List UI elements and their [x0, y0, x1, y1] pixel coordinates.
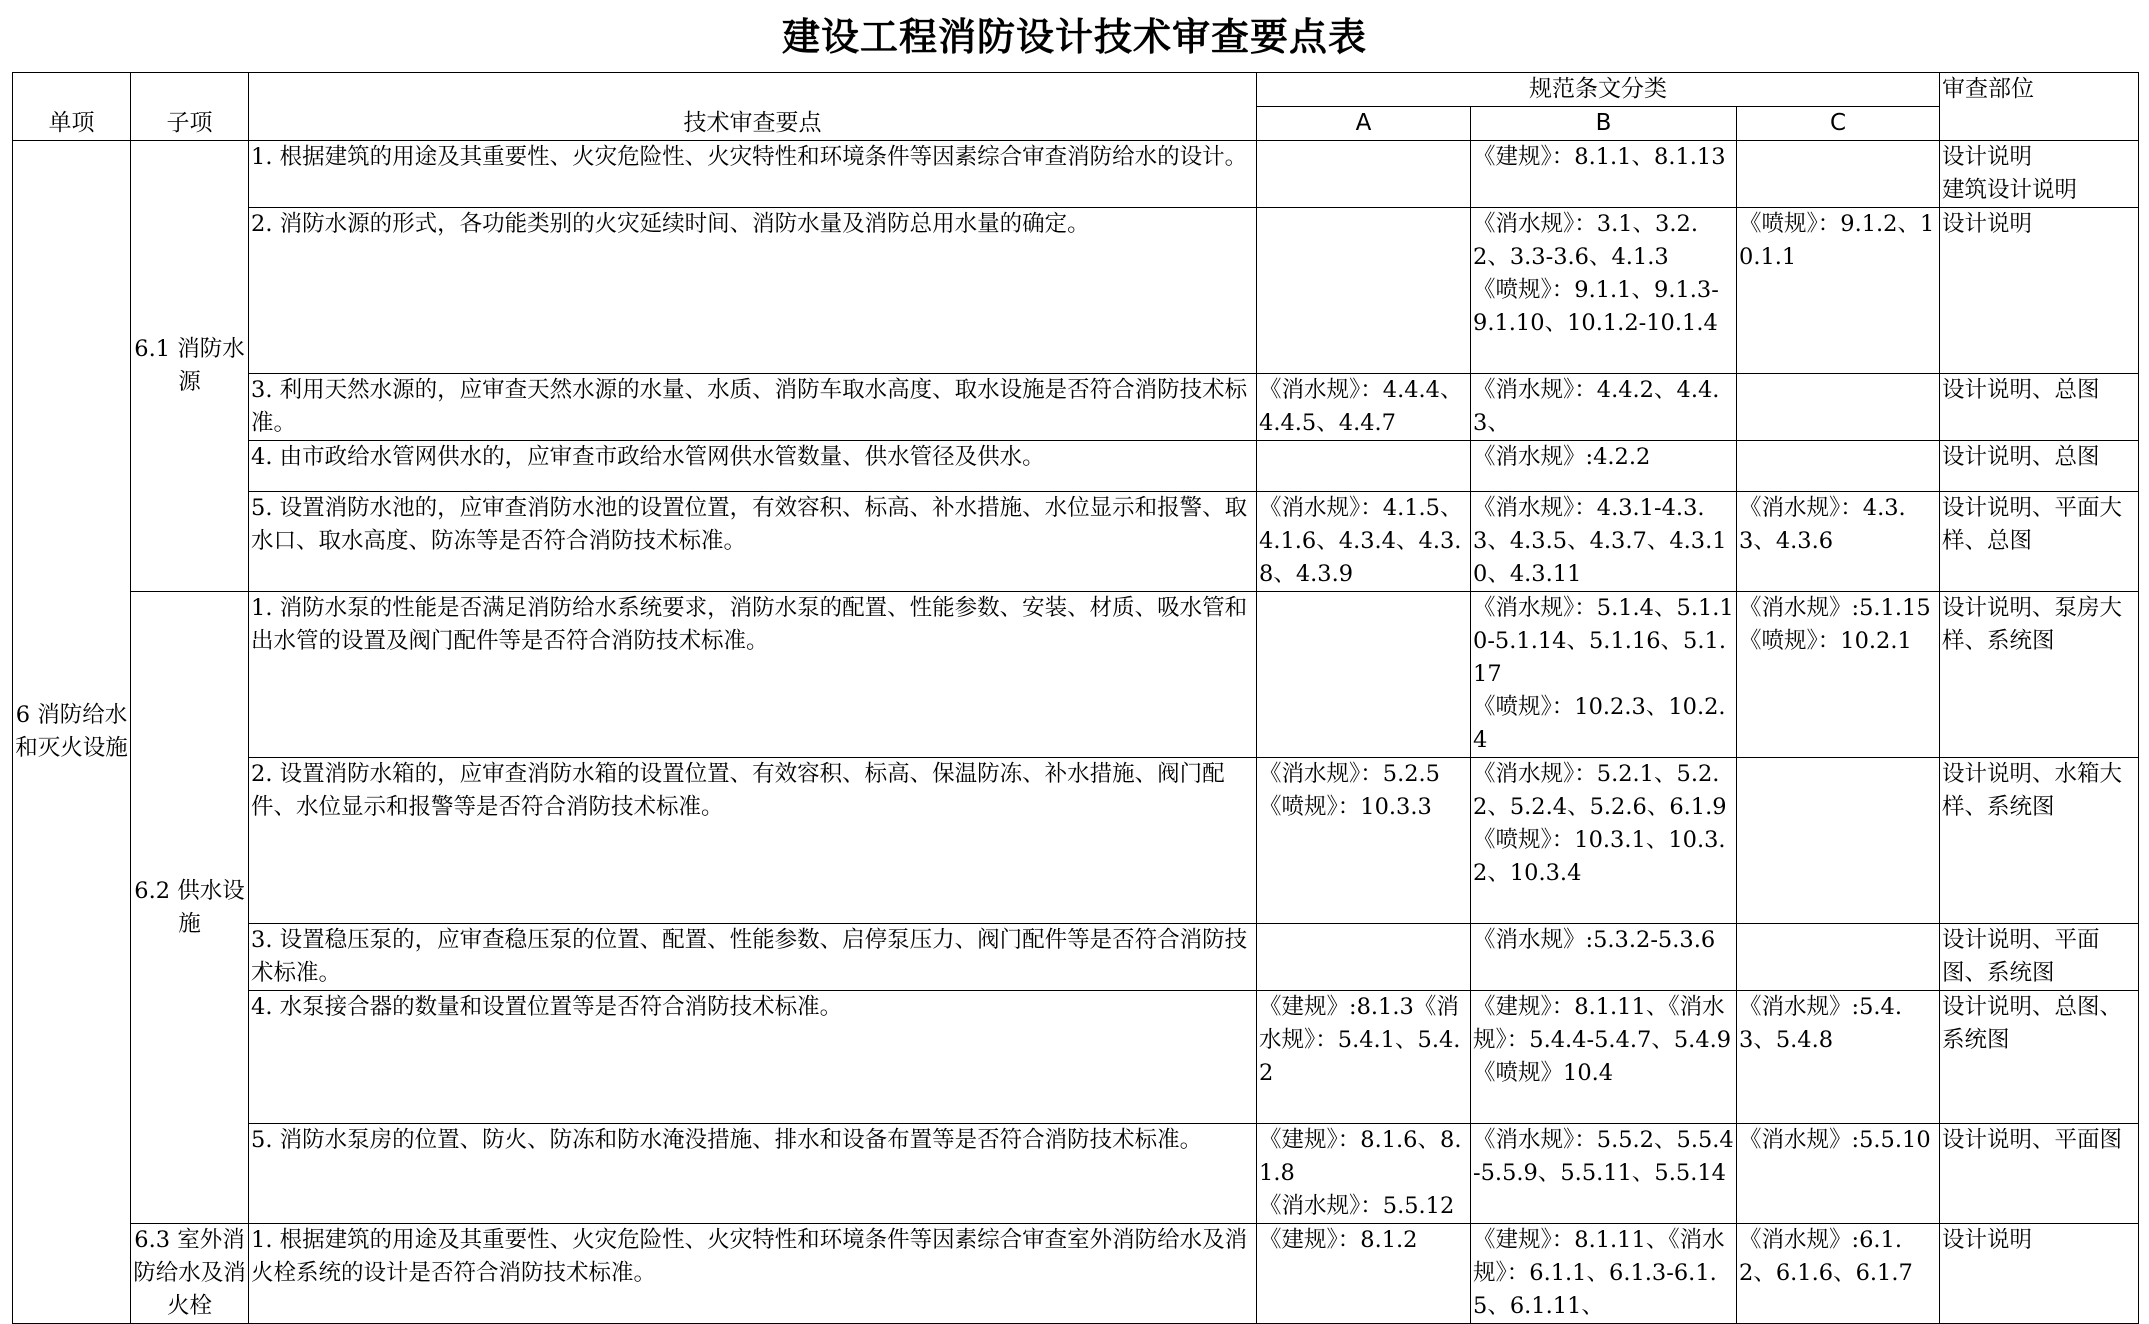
- clause-c: 《消水规》:6.1.2、6.1.6、6.1.7: [1737, 1224, 1940, 1324]
- review-point: 3. 利用天然水源的，应审查天然水源的水量、水质、消防车取水高度、取水设施是否符合消防技术标准。: [249, 374, 1257, 441]
- item-cell: 6 消防给水和灭火设施: [13, 141, 131, 1324]
- table-row: [13, 991, 2139, 1124]
- clause-b: 《建规》：8.1.1、8.1.13: [1471, 141, 1737, 208]
- clause-a: [1257, 441, 1471, 492]
- table-row: [13, 141, 2139, 208]
- header-review-points: 技术审查要点: [249, 73, 1257, 141]
- clause-b: 《建规》：8.1.11、《消水规》：6.1.1、6.1.3-6.1.5、6.1.11、: [1471, 1224, 1737, 1324]
- header-review-location: 审查部位: [1940, 73, 2139, 141]
- table-row: [13, 374, 2139, 441]
- table-row: [13, 758, 2139, 924]
- review-location: 设计说明、总图、系统图: [1940, 991, 2139, 1124]
- subitem-cell: 6.3 室外消防给水及消火栓: [131, 1224, 249, 1324]
- subitem-cell: 6.1 消防水源: [131, 141, 249, 592]
- clause-c: [1737, 758, 1940, 924]
- header-clause-classification: 规范条文分类: [1257, 73, 1940, 107]
- review-location: 设计说明、平面图、系统图: [1940, 924, 2139, 991]
- review-point: 5. 消防水泵房的位置、防火、防冻和防水淹没措施、排水和设备布置等是否符合消防技术标准。: [249, 1124, 1257, 1224]
- review-location: 设计说明、总图: [1940, 441, 2139, 492]
- table-row: [13, 1124, 2139, 1224]
- page-title: 建设工程消防设计技术审查要点表: [781, 15, 1367, 59]
- table-row: [13, 208, 2139, 374]
- clause-a: [1257, 208, 1471, 374]
- clause-b: 《建规》：8.1.11、《消水规》：5.4.4-5.4.7、5.4.9 《喷规》10.4: [1471, 991, 1737, 1124]
- subitem-cell: 6.2 供水设施: [131, 592, 249, 1224]
- table-row: [13, 441, 2139, 492]
- review-table: [12, 72, 2139, 1324]
- clause-c: [1737, 441, 1940, 492]
- clause-b: 《消水规》：5.5.2、5.5.4-5.5.9、5.5.11、5.5.14: [1471, 1124, 1737, 1224]
- review-point: 1. 消防水泵的性能是否满足消防给水系统要求，消防水泵的配置、性能参数、安装、材质、吸水管和出水管的设置及阀门配件等是否符合消防技术标准。: [249, 592, 1257, 758]
- clause-c: 《消水规》:5.5.10: [1737, 1124, 1940, 1224]
- header-subitem: 子项: [131, 73, 249, 141]
- clause-b: 《消水规》：4.4.2、4.4.3、: [1471, 374, 1737, 441]
- review-location: 设计说明、泵房大样、系统图: [1940, 592, 2139, 758]
- header-col-b: B: [1471, 107, 1737, 141]
- review-point: 4. 水泵接合器的数量和设置位置等是否符合消防技术标准。: [249, 991, 1257, 1124]
- review-point: 3. 设置稳压泵的，应审查稳压泵的位置、配置、性能参数、启停泵压力、阀门配件等是否符合消防技术标准。: [249, 924, 1257, 991]
- clause-c: [1737, 374, 1940, 441]
- clause-b: 《消水规》:5.3.2-5.3.6: [1471, 924, 1737, 991]
- review-point: 5. 设置消防水池的，应审查消防水池的设置位置，有效容积、标高、补水措施、水位显示和报警、取水口、取水高度、防冻等是否符合消防技术标准。: [249, 492, 1257, 592]
- clause-b: 《消水规》：4.3.1-4.3.3、4.3.5、4.3.7、4.3.10、4.3.11: [1471, 492, 1737, 592]
- review-location: 设计说明、总图: [1940, 374, 2139, 441]
- clause-c: [1737, 141, 1940, 208]
- clause-a: 《消水规》：4.4.4、4.4.5、4.4.7: [1257, 374, 1471, 441]
- clause-c: 《喷规》：9.1.2、10.1.1: [1737, 208, 1940, 374]
- clause-a: 《建规》:8.1.3《消水规》：5.4.1、5.4.2: [1257, 991, 1471, 1124]
- review-point: 2. 设置消防水箱的，应审查消防水箱的设置位置、有效容积、标高、保温防冻、补水措施、阀门配件、水位显示和报警等是否符合消防技术标准。: [249, 758, 1257, 924]
- clause-a: [1257, 592, 1471, 758]
- clause-a: [1257, 924, 1471, 991]
- clause-a: [1257, 141, 1471, 208]
- clause-c: 《消水规》:5.4.3、5.4.8: [1737, 991, 1940, 1124]
- clause-a: 《消水规》：5.2.5 《喷规》：10.3.3: [1257, 758, 1471, 924]
- review-point: 1. 根据建筑的用途及其重要性、火灾危险性、火灾特性和环境条件等因素综合审查消防给水的设计。: [249, 141, 1257, 208]
- review-point: 4. 由市政给水管网供水的，应审查市政给水管网供水管数量、供水管径及供水。: [249, 441, 1257, 492]
- review-location: 设计说明: [1940, 208, 2139, 374]
- header-col-a: A: [1257, 107, 1471, 141]
- review-location: 设计说明、平面大样、总图: [1940, 492, 2139, 592]
- review-location: 设计说明、水箱大样、系统图: [1940, 758, 2139, 924]
- table-row: [13, 492, 2139, 592]
- header-row-1: [13, 73, 2139, 107]
- table-row: [13, 924, 2139, 991]
- review-point: 2. 消防水源的形式，各功能类别的火灾延续时间、消防水量及消防总用水量的确定。: [249, 208, 1257, 374]
- clause-c: [1737, 924, 1940, 991]
- clause-b: 《消水规》：5.2.1、5.2.2、5.2.4、5.2.6、6.1.9 《喷规》：10.3.1、10.3.2、10.3.4: [1471, 758, 1737, 924]
- review-point: 1. 根据建筑的用途及其重要性、火灾危险性、火灾特性和环境条件等因素综合审查室外消防给水及消火栓系统的设计是否符合消防技术标准。: [249, 1224, 1257, 1324]
- review-location: 设计说明: [1940, 1224, 2139, 1324]
- clause-a: 《建规》：8.1.2: [1257, 1224, 1471, 1324]
- review-location: 设计说明、平面图: [1940, 1124, 2139, 1224]
- clause-b: 《消水规》:4.2.2: [1471, 441, 1737, 492]
- clause-a: 《消水规》：4.1.5、4.1.6、4.3.4、4.3.8、4.3.9: [1257, 492, 1471, 592]
- clause-c: 《消水规》：4.3.3、4.3.6: [1737, 492, 1940, 592]
- table-row: [13, 1224, 2139, 1324]
- header-item: 单项: [13, 73, 131, 141]
- clause-c: 《消水规》:5.1.15 《喷规》：10.2.1: [1737, 592, 1940, 758]
- clause-a: 《建规》：8.1.6、8.1.8 《消水规》：5.5.12: [1257, 1124, 1471, 1224]
- header-col-c: C: [1737, 107, 1940, 141]
- table-row: [13, 592, 2139, 758]
- clause-b: 《消水规》：5.1.4、5.1.10-5.1.14、5.1.16、5.1.17 《喷规》：10.2.3、10.2.4: [1471, 592, 1737, 758]
- review-location: 设计说明 建筑设计说明: [1940, 141, 2139, 208]
- clause-b: 《消水规》：3.1、3.2.2、3.3-3.6、4.1.3 《喷规》：9.1.1、9.1.3-9.1.10、10.1.2-10.1.4: [1471, 208, 1737, 374]
